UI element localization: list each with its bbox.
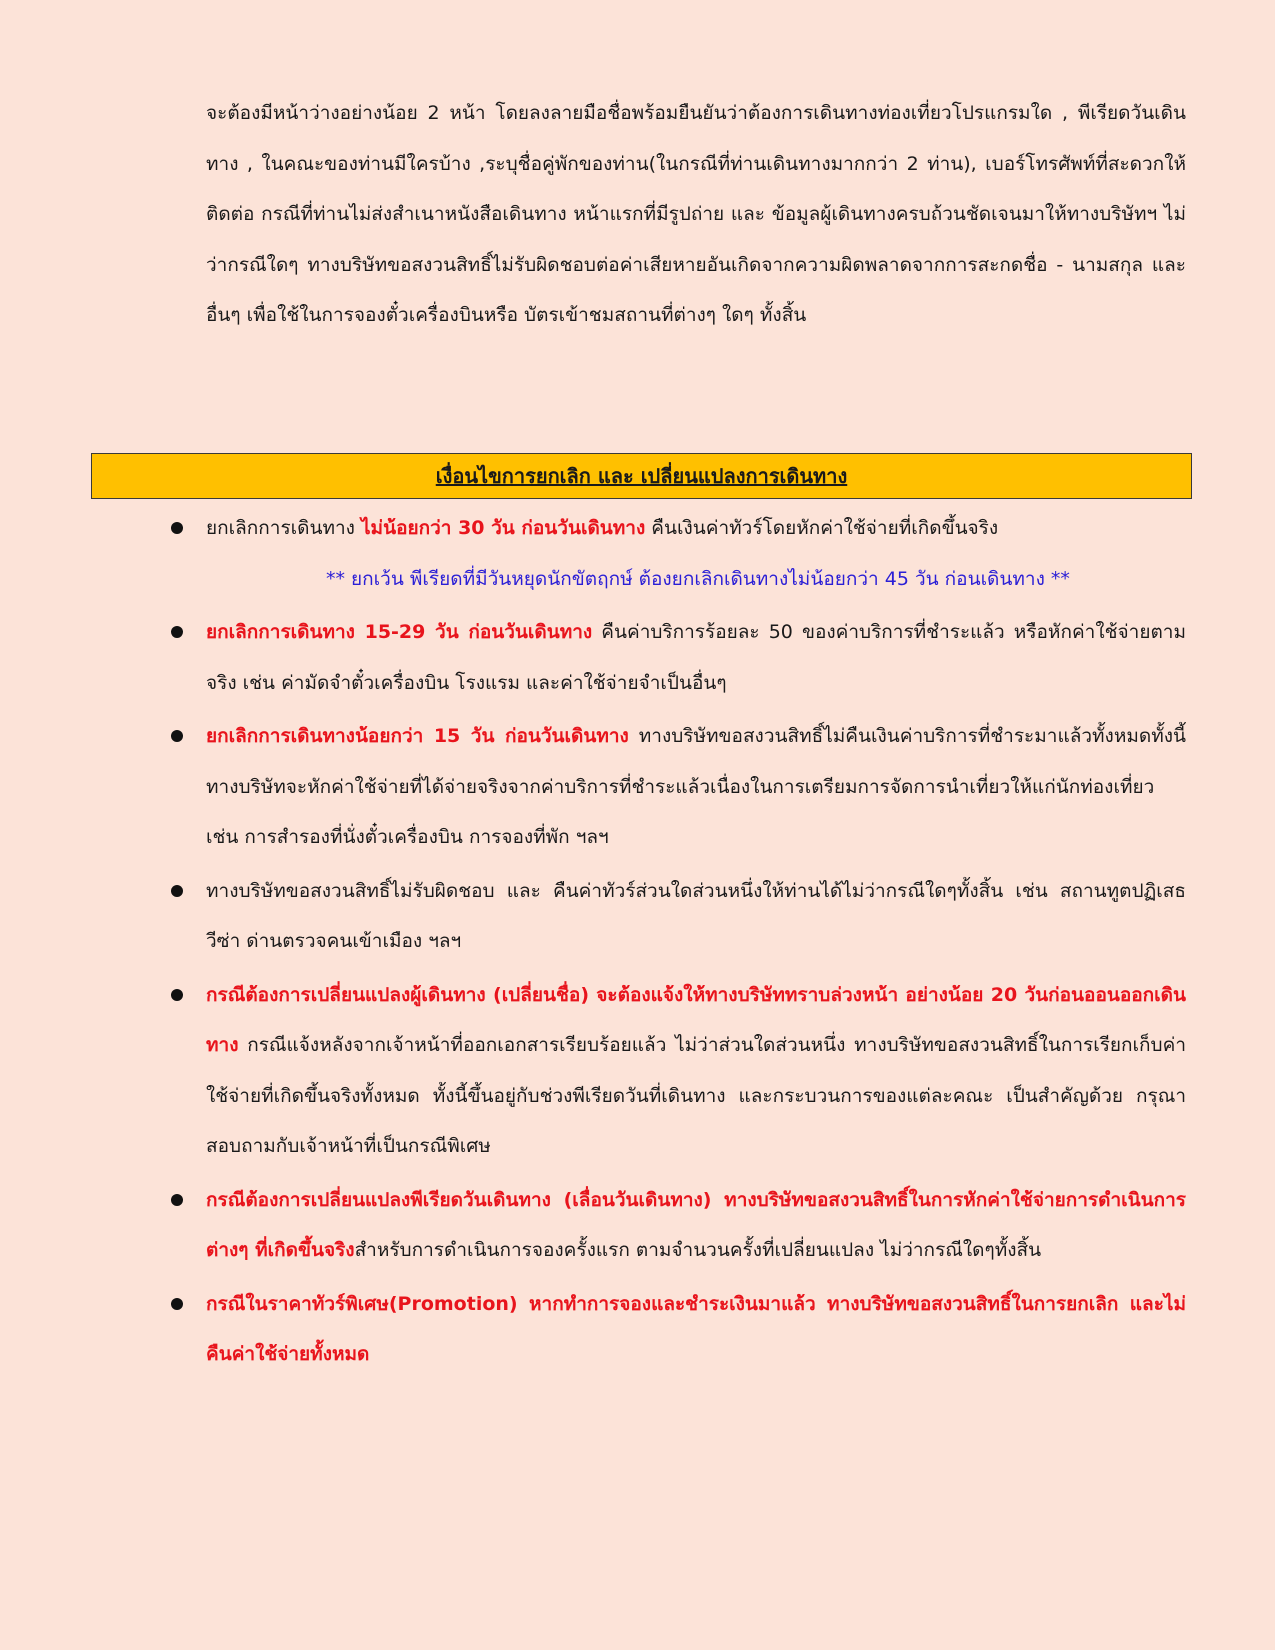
cancellation-terms-list <box>0 503 1275 1383</box>
bullet-icon <box>171 522 183 534</box>
term-item <box>0 607 1186 708</box>
term-text: ทางบริษัทขอสงวนสิทธิ์ไม่คืนเงินค่าบริการที่ชำระมาแล้วทั้งหมดทั้งนี้ ทางบริษัทจะหักค่าใช้จ่ายที่ได้จ่ายจริงจากค่าบริการที่ชำระแล้วเนื่องในการเตรียมการจัดการนำเที่ยวให้แก่นักท่องเที่ยว เช่น การสำรองที่นั่งตั๋วเครื่องบิน การจองที่พัก ฯลฯ <box>206 725 1186 848</box>
term-text: สำหรับการดำเนินการจองครั้งแรก ตามจำนวนครั้งที่เปลี่ยนแปลง ไม่ว่ากรณีใดๆทั้งสิ้น <box>354 1239 1042 1261</box>
term-item <box>0 503 1186 604</box>
term-highlight: กรณีต้องการเปลี่ยนแปลงผู้เดินทาง (เปลี่ยนชื่อ) จะต้องแจ้งให้ทางบริษัททราบล่วงหน้า อย่างน้อย 20 วันก่อนออนออกเดินทาง <box>206 983 1186 1056</box>
term-highlight: กรณีในราคาทัวร์พิเศษ(Promotion) หากทำการจองและชำระเงินมาแล้ว ทางบริษัทขอสงวนสิทธิ์ในการยกเลิก และไม่คืนค่าใช้จ่ายทั้งหมด <box>206 1292 1186 1365</box>
term-note: ** ยกเว้น พีเรียดที่มีวันหยุดนักขัตฤกษ์ ต้องยกเลิกเดินทางไม่น้อยกว่า 45 วัน ก่อนเดินทาง ** <box>326 567 1070 590</box>
term-item <box>0 866 1186 967</box>
bullet-icon <box>171 885 183 897</box>
bullet-icon <box>171 730 183 742</box>
bullet-icon <box>171 1298 183 1310</box>
term-item <box>0 1175 1186 1276</box>
term-highlight: ไม่น้อยกว่า 30 วัน ก่อนวันเดินทาง <box>361 517 646 539</box>
section-header-banner <box>91 453 1192 499</box>
term-item <box>0 1279 1186 1380</box>
section-title: เงื่อนไขการยกเลิก และ เปลี่ยนแปลงการเดินทาง <box>435 464 848 488</box>
term-highlight: กรณีต้องการเปลี่ยนแปลงพีเรียดวันเดินทาง (เลื่อนวันเดินทาง) ทางบริษัทขอสงวนสิทธิ์ในการหักค่าใช้จ่ายการดำเนินการต่างๆ ที่เกิดขึ้นจริง <box>206 1188 1186 1261</box>
term-highlight: ยกเลิกการเดินทาง 15-29 วัน ก่อนวันเดินทาง <box>206 621 593 643</box>
bullet-icon <box>171 1194 183 1206</box>
intro-paragraph: จะต้องมีหน้าว่างอย่างน้อย 2 หน้า โดยลงลายมือชื่อพร้อมยืนยันว่าต้องการเดินทางท่องเที่ยวโปรแกรมใด , พีเรียดวันเดินทาง , ในคณะของท่านมีใครบ้าง ,ระบุชื่อคู่พักของท่าน(ในกรณีที่ท่านเดินทางมากกว่า 2 ท่าน), เบอร์โทรศัพท์ที่สะดวกให้ติดต่อ กรณีที่ท่านไม่ส่งสำเนาหนังสือเดินทาง หน้าแรกที่มีรูปถ่าย และ ข้อมูลผู้เดินทางครบถ้วนชัดเจนมาให้ทางบริษัทฯ ไม่ว่ากรณีใดๆ ทางบริษัทขอสงวนสิทธิ์ไม่รับผิดชอบต่อค่าเสียหายอันเกิดจากความผิดพลาดจากการสะกดชื่อ - นามสกุล และ อื่นๆ เพื่อใช้ในการจองตั๋วเครื่องบินหรือ บัตรเข้าชมสถานที่ต่างๆ ใดๆ ทั้งสิ้น <box>206 102 1186 326</box>
bullet-icon <box>171 626 183 638</box>
bullet-icon <box>171 989 183 1001</box>
term-text: กรณีแจ้งหลังจากเจ้าหน้าที่ออกเอกสารเรียบร้อยแล้ว ไม่ว่าส่วนใดส่วนหนึ่ง ทางบริษัทขอสงวนสิทธิ์ในการเรียกเก็บค่าใช้จ่ายที่เกิดขึ้นจริงทั้งหมด ทั้งนี้ขึ้นอยู่กับช่วงพีเรียดวันที่เดินทาง และกระบวนการของแต่ละคณะ เป็นสำคัญด้วย กรุณาสอบถามกับเจ้าหน้าที่เป็นกรณีพิเศษ <box>206 1034 1186 1157</box>
term-highlight: ยกเลิกการเดินทางน้อยกว่า 15 วัน ก่อนวันเดินทาง <box>206 725 629 747</box>
term-item <box>0 711 1186 863</box>
term-item <box>0 970 1186 1172</box>
term-text: ทางบริษัทขอสงวนสิทธิ์ไม่รับผิดชอบ และ คืนค่าทัวร์ส่วนใดส่วนหนึ่งให้ท่านได้ไม่ว่ากรณีใดๆทั้งสิ้น เช่น สถานทูตปฏิเสธวีซ่า ด่านตรวจคนเข้าเมือง ฯลฯ <box>206 879 1186 952</box>
term-text: คืนค่าบริการร้อยละ 50 ของค่าบริการที่ชำระแล้ว หรือหักค่าใช้จ่ายตามจริง เช่น ค่ามัดจำตั๋วเครื่องบิน โรงแรม และค่าใช้จ่ายจำเป็นอื่นๆ <box>206 621 1186 694</box>
term-text: ยกเลิกการเดินทาง <box>206 517 361 539</box>
term-text: คืนเงินค่าทัวร์โดยหักค่าใช้จ่ายที่เกิดขึ้นจริง <box>645 517 999 539</box>
